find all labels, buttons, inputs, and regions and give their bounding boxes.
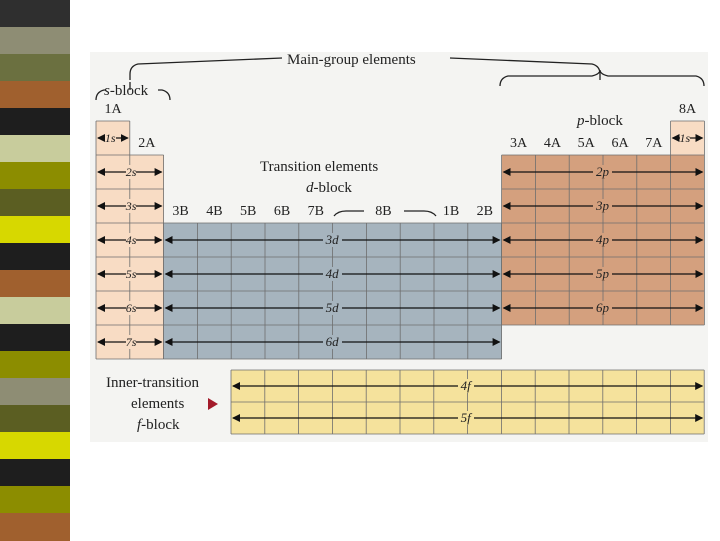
orbital-label: 3d bbox=[323, 233, 342, 247]
orbital-label: 4p bbox=[593, 233, 612, 247]
s-block-label bbox=[104, 83, 148, 100]
group-label: 8A bbox=[679, 102, 697, 117]
group-label: 5A bbox=[577, 136, 595, 151]
main-group-label: Main-group elements bbox=[287, 52, 416, 68]
orbital-label: 2p bbox=[593, 165, 612, 179]
orbital-label: 4f bbox=[458, 379, 474, 393]
main-group-bracket-center-left bbox=[130, 74, 600, 80]
group-label: 8B bbox=[375, 204, 392, 219]
orbital-label: 5p bbox=[593, 267, 612, 281]
orbital-label: 6s bbox=[125, 301, 137, 315]
group-label: 7B bbox=[307, 204, 324, 219]
group-label: 2B bbox=[476, 204, 493, 219]
f-block-letter: f bbox=[137, 417, 142, 433]
group-label: 4A bbox=[543, 136, 561, 151]
orbital-label: 1s bbox=[679, 131, 691, 145]
orbital-label: 3s bbox=[125, 199, 137, 213]
p-block-letter: p bbox=[577, 113, 585, 129]
orbital-label: 1s bbox=[104, 131, 116, 145]
group-label: 3A bbox=[510, 136, 528, 151]
orbital-label: 2s bbox=[125, 165, 137, 179]
group-label: 1A bbox=[104, 102, 122, 117]
group-label: 7A bbox=[645, 136, 663, 151]
group-label: 4B bbox=[206, 204, 223, 219]
orbital-label: 6d bbox=[323, 335, 342, 349]
orbital-label: 6p bbox=[593, 301, 612, 315]
orbital-label: 5s bbox=[125, 267, 137, 281]
s-block-letter: s bbox=[104, 83, 110, 99]
p-block-label-rest: -block bbox=[584, 113, 623, 129]
orbital-label: 7s bbox=[125, 335, 137, 349]
group-label: 1B bbox=[442, 204, 460, 219]
group-label: 3B bbox=[172, 204, 189, 219]
s-block-label-rest: -block bbox=[109, 83, 149, 99]
group-label: 6A bbox=[611, 136, 629, 151]
group-label: 2A bbox=[138, 136, 156, 151]
d-block-letter: d bbox=[306, 180, 314, 196]
d-block-label bbox=[306, 180, 352, 197]
inner-transition-label: Inner-transition bbox=[106, 375, 200, 391]
orbital-label: 4s bbox=[125, 233, 137, 247]
f-block-pointer-icon bbox=[208, 398, 218, 410]
orbital-label: 4d bbox=[323, 267, 342, 281]
f-block-label bbox=[137, 417, 180, 434]
p-block-label bbox=[577, 113, 623, 130]
group-label: 6B bbox=[273, 204, 291, 219]
inner-transition-elements-label: elements bbox=[131, 396, 185, 412]
orbital-label: 3p bbox=[593, 199, 612, 213]
p-block-bracket bbox=[500, 70, 704, 86]
transition-elements-label: Transition elements bbox=[260, 159, 379, 175]
orbital-label: 5d bbox=[323, 301, 342, 315]
orbital-label: 5f bbox=[458, 411, 474, 425]
group-label: 5B bbox=[240, 204, 257, 219]
d-block-label-rest: -block bbox=[313, 180, 352, 196]
f-block-label-rest: -block bbox=[141, 417, 180, 433]
